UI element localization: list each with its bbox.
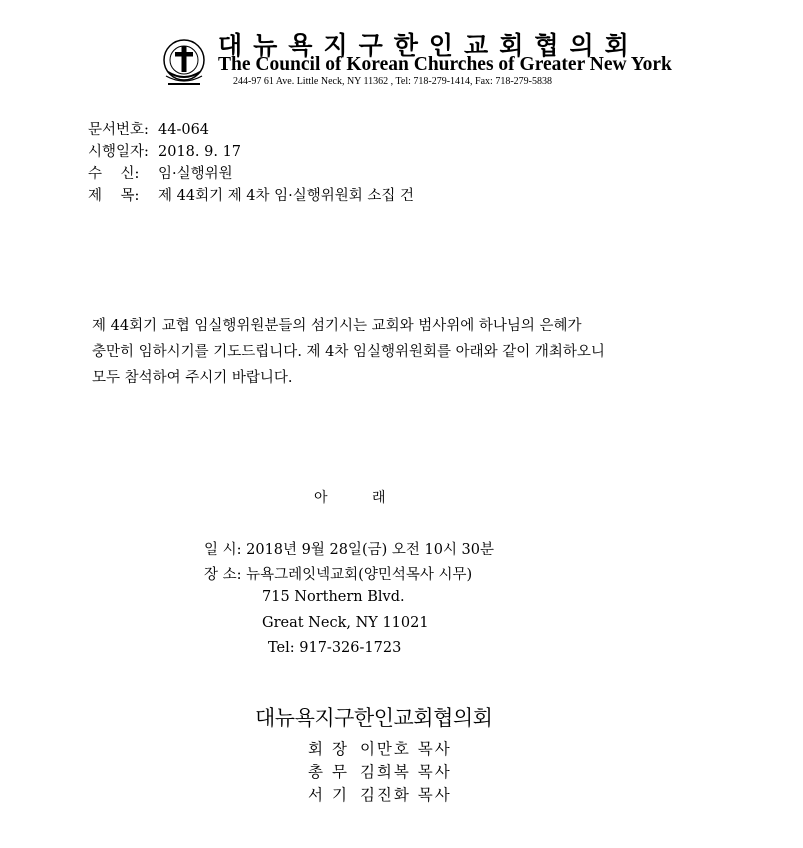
place-label: 장 소: bbox=[204, 567, 242, 583]
org-name-korean: 대뉴욕지구한인교회협의회 bbox=[218, 31, 640, 60]
datetime-label: 일 시: bbox=[204, 542, 242, 558]
date-label: 시행일자: bbox=[88, 144, 149, 160]
subject-row bbox=[88, 184, 414, 205]
doc-number-value: 44-064 bbox=[158, 122, 210, 138]
body-line-2: 충만히 임하시기를 기도드립니다. 제 4차 임실행위원회를 아래와 같이 개최하오니 bbox=[92, 344, 605, 360]
signature-name: 이만호 목사 bbox=[359, 740, 452, 758]
recipient-label: 수 신: bbox=[88, 166, 140, 182]
subject-value: 제 44회기 제 4차 임·실행위원회 소집 건 bbox=[158, 188, 415, 204]
datetime-row bbox=[204, 538, 494, 559]
org-name-english: The Council of Korean Churches of Greater New York bbox=[218, 54, 672, 75]
signature-role: 회장 bbox=[308, 740, 356, 758]
recipient-row bbox=[88, 162, 233, 183]
signature-row-president bbox=[308, 737, 452, 759]
doc-number-label: 문서번호: bbox=[88, 122, 149, 138]
signature-org: 대뉴욕지구한인교회협의회 bbox=[255, 706, 493, 730]
doc-number-row bbox=[88, 118, 209, 139]
place-value: 뉴욕그레잇넥교회(양민석목사 시무) bbox=[246, 567, 473, 583]
org-address: 244-97 61 Ave. Little Neck, NY 11362 , Tel: 718-279-1414, Fax: 718-279-5838 bbox=[233, 76, 552, 87]
subject-label: 제 목: bbox=[88, 188, 140, 204]
body-line-3: 모두 참석하여 주시기 바랍니다. bbox=[92, 370, 293, 386]
address-line-2: Great Neck, NY 11021 bbox=[262, 615, 429, 631]
date-value: 2018. 9. 17 bbox=[158, 144, 242, 160]
signature-name: 김희복 목사 bbox=[359, 763, 452, 781]
date-row bbox=[88, 140, 241, 161]
signature-row-secretary bbox=[308, 783, 452, 805]
tel: Tel: 917-326-1723 bbox=[268, 640, 402, 656]
place-row bbox=[204, 563, 472, 584]
signature-row-secretary-general bbox=[308, 760, 452, 782]
body-line-1: 제 44회기 교협 임실행위원분들의 섬기시는 교회와 범사위에 하나님의 은혜가 bbox=[92, 318, 582, 334]
church-cross-seal-icon bbox=[158, 36, 210, 88]
signature-name: 김진화 목사 bbox=[359, 786, 452, 804]
signature-role: 서기 bbox=[308, 786, 356, 804]
address-line-1: 715 Northern Blvd. bbox=[262, 589, 405, 605]
recipient-value: 임·실행위원 bbox=[158, 166, 233, 182]
datetime-value: 2018년 9월 28일(금) 오전 10시 30분 bbox=[246, 542, 495, 558]
signature-role: 총무 bbox=[308, 763, 356, 781]
below-heading: 아 래 bbox=[314, 490, 386, 506]
